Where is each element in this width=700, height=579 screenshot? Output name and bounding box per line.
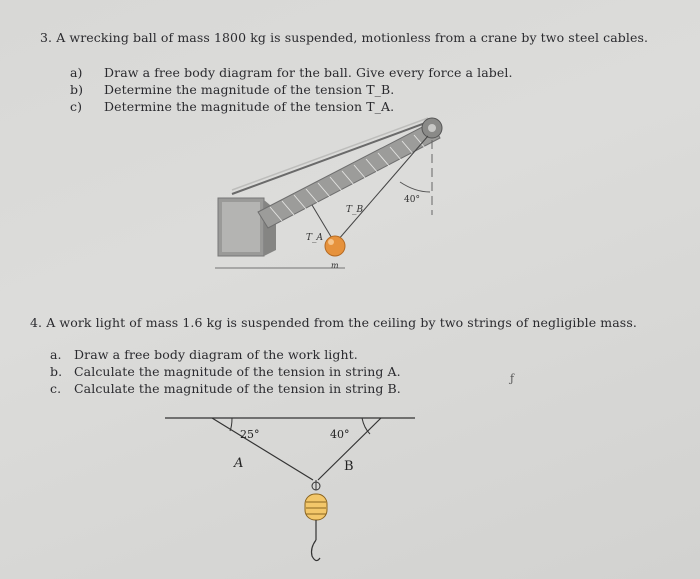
question-4-text: A work light of mass 1.6 kg is suspended from the ceiling by two strings of negligible mass.	[46, 315, 637, 330]
question-3-number: 3.	[40, 30, 53, 45]
angle-a-label: 25°	[240, 428, 260, 441]
string-a-label: A	[234, 456, 244, 471]
mass-label: m	[331, 261, 339, 270]
work-light	[305, 494, 327, 520]
tension-b-label: T_B	[346, 205, 364, 215]
crane-angle-label: 40°	[404, 195, 420, 205]
stray-mark: ƒ	[510, 372, 515, 385]
question-3-part-c: c) Determine the magnitude of the tension T_A.	[70, 99, 395, 114]
question-3-part-a: a) Draw a free body diagram for the ball. Give every force a label.	[70, 65, 513, 80]
string-a	[212, 418, 313, 480]
string-b-label: B	[344, 459, 354, 474]
question-4-part-c: c. Calculate the magnitude of the tension in string B.	[50, 381, 401, 396]
angle-b-label: 40°	[330, 428, 350, 441]
question-3-text: A wrecking ball of mass 1800 kg is suspended, motionless from a crane by two steel cables.	[56, 30, 649, 45]
question-4-part-a: a. Draw a free body diagram of the work light.	[50, 347, 358, 362]
question-4-number: 4.	[30, 315, 43, 330]
question-3-part-b: b) Determine the magnitude of the tension T_B.	[70, 82, 395, 97]
question-4-part-b: b. Calculate the magnitude of the tension in string A.	[50, 364, 401, 379]
tension-a-label: T_A	[306, 233, 324, 243]
